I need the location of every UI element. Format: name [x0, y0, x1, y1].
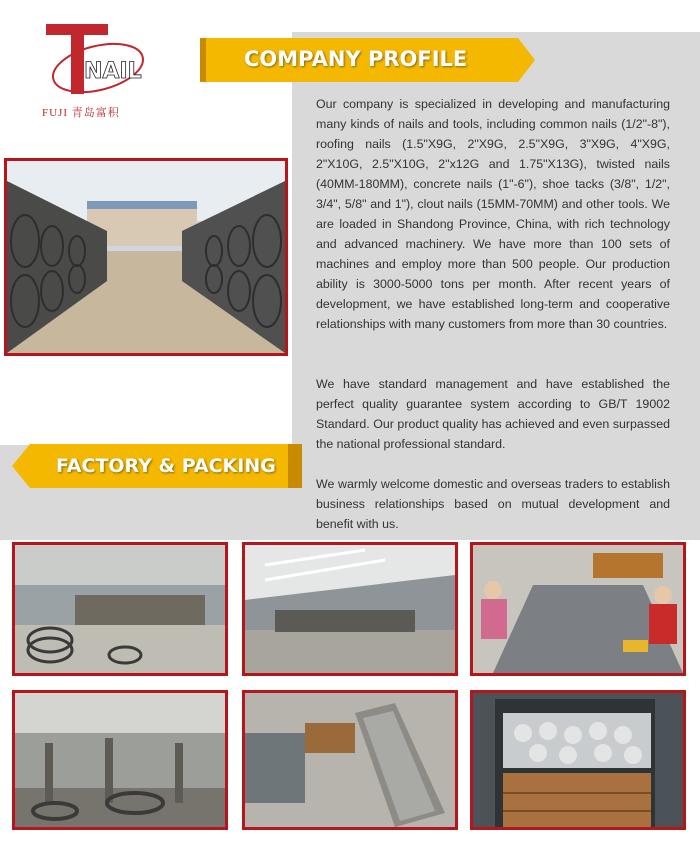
profile-paragraph-2: We have standard management and have established the perfect quality guarantee system according to GB/T 19002 Standard. Our product quality has achieved and even surpassed the national professional standard.: [316, 377, 670, 451]
wire-coil-warehouse-photo: [4, 158, 288, 356]
wire-drawing-machines-photo: [12, 690, 228, 830]
container-loading-photo: [470, 690, 686, 830]
worker-sorting-nails-photo: [470, 542, 686, 676]
company-profile-banner: [200, 38, 535, 82]
logo-subtext: FUJI 青岛富积: [42, 107, 120, 119]
factory-packing-heading: FACTORY & PACKING: [56, 455, 276, 477]
logo-wordmark: NAIL: [84, 59, 142, 84]
profile-paragraph-1: Our company is specialized in developing and manufacturing many kinds of nails and tools, including common nails (1/2"-8"), roofing nails (1.5"X9G, 2"X9G, 2.5"X9G, 3"X9G, 4"X9G, 2"X10G, 2.5"X10G, 2"x12G and 1.75"X13G), twisted nails (40MM-180MM), concrete nails (1"-6"), shoe tacks (3/8", 1/2", 3/4", 5/8" and 1"), clout nails (15MM-70MM) and other tools. We are loaded in Shandong Province, China, with rich technology and advanced machinery. We have more than 100 sets of machines and employ more than 500 people. Our production ability is 3000-5000 tons per month. After recent years of development, we have established long-term and cooperative relationships with many customers from more than 30 countries.: [316, 97, 670, 331]
profile-paragraph-3: We warmly welcome domestic and overseas traders to establish business relationships based on mutual development and benefit with us.: [316, 477, 670, 531]
nail-conveyor-photo: [242, 690, 458, 830]
factory-workshop-photo-1: [12, 542, 228, 676]
factory-workshop-photo-2: [242, 542, 458, 676]
company-profile-heading: COMPANY PROFILE: [244, 47, 468, 71]
factory-packing-banner: [12, 444, 302, 488]
